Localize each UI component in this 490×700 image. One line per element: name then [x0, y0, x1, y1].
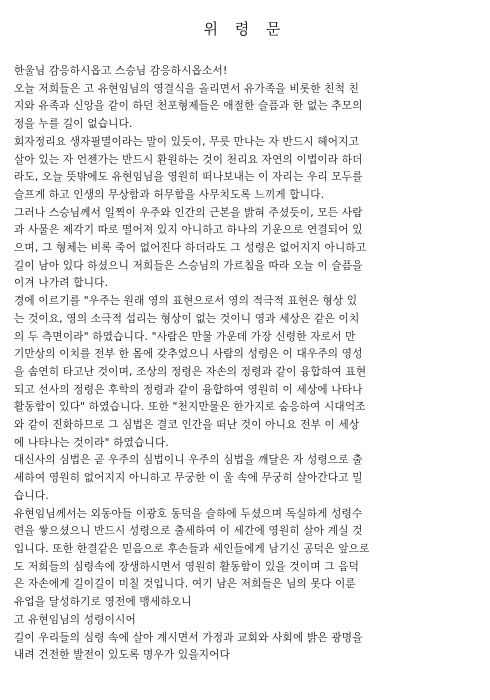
paragraph [14, 205, 476, 294]
paragraph [14, 293, 476, 452]
paragraph [14, 612, 476, 665]
text-line: 과 사물은 제각기 따로 떨어져 있지 아니하고 하나의 기운으로 연결되어 있 [14, 224, 363, 237]
text-line: 회자정리요 생자필멸이라는 말이 있듯이, 무릇 만나는 자 반드시 헤어지고 [14, 135, 360, 148]
text-line: 이겨 나가려 합니다. [14, 277, 109, 290]
text-line: 지와 유족과 신앙을 같이 하던 천포형제들은 애절한 슬픔과 한 없는 추모의 [14, 100, 363, 113]
text-line: 길이 우리들의 심령 속에 살아 계시면서 가정과 교회와 사회에 밝은 광명을 [14, 631, 363, 644]
paragraph [14, 134, 476, 205]
paragraph [14, 506, 476, 612]
document-body [14, 63, 476, 665]
text-line: 한울님 감응하시옵고 스승님 감응하시옵소서! [14, 65, 228, 77]
text-line: 슬프게 하고 인생의 무상함과 허무함을 사무치도록 느끼게 합니다. [14, 188, 325, 201]
text-line: 내려 건전한 발전이 있도록 명우가 있을지어다 [14, 649, 231, 662]
text-line: 을 솜연히 타고난 것이며, 조상의 정령은 자손의 정령과 같이 융합하여 표현 [14, 365, 367, 378]
text-line: 살아 있는 자 언젠가는 반드시 환원하는 것이 천리요 자연의 이법이라 하더 [14, 153, 363, 166]
text-line: 의 두 측면이라" 하였습니다. "사람은 만물 가운데 가장 신령한 자로서 만 [14, 330, 356, 343]
paragraph [14, 63, 476, 134]
text-line: 대신사의 심법은 곧 우주의 심법이니 우주의 심법을 깨달은 자 성령으로 출 [14, 454, 363, 467]
text-line: 에 나타나는 것이라" 하였습니다. [14, 436, 169, 449]
paragraph [14, 452, 476, 505]
text-line: 련을 쌓으셨으니 반드시 성령으로 출세하여 이 세간에 영원히 살아 계실 것 [14, 525, 363, 538]
text-line: 은 자손에게 길이길이 미칠 것입니다. 여기 남은 저희들은 님의 못다 이룬 [14, 578, 356, 591]
text-line: 입니다. 또한 한결같은 믿음으로 후손들과 세인들에게 남기신 공덕은 앞으로 [14, 542, 370, 555]
text-line: 와 같이 진화하므로 그 심법은 결코 인간을 떠난 것이 아니요 전부 이 세상 [14, 419, 360, 432]
text-line: 오늘 저희들은 고 유현임님의 영결식을 올리면서 유가족을 비롯한 친척 친 [14, 82, 360, 95]
text-line: 되고 선사의 정령은 후학의 정령과 같이 융합하여 영원히 이 세상에 나타나 [14, 383, 363, 396]
text-line: 으며, 그 형체는 비록 죽어 없어진다 하더라도 그 성령은 없어지지 아니하고 [14, 242, 367, 255]
text-line: 도 저희들의 심령속에 장생하시면서 영원히 활동함이 있을 것이며 그 음덕 [14, 560, 360, 573]
text-line: 세하여 영원히 없어지지 아니하고 무궁한 이 울 속에 무궁히 살아간다고 밀 [14, 472, 363, 485]
text-line: 라도, 오늘 뜻밖에도 유현임님을 영원히 떠나보내는 이 자리는 우리 모두를 [14, 171, 363, 184]
text-line: 는 것이요, 영의 소극적 섭리는 형상이 없는 것이니 영과 세상은 같은 이치 [14, 312, 360, 325]
text-line: 유업을 달성하기로 영전에 맹세하오니 [14, 596, 192, 609]
text-line: 유현임님께서는 외동아들 이광호 동덕을 슬하에 두셨으며 독실하게 성령수 [14, 507, 363, 520]
text-line: 정을 누를 길이 없습니다. [14, 118, 133, 131]
text-line: 경에 이르기를 "우주는 원래 영의 표현으로서 영의 적극적 표현은 형상 있 [14, 295, 358, 308]
text-line: 활동함이 있다" 하였습니다. 또한 "천지만물은 한가지로 숨응하여 시대억조 [14, 401, 366, 414]
text-line: 습니다. [14, 489, 49, 502]
text-line: 길이 남아 있다 하셨으니 저희들은 스승님의 가르침을 따라 오늘 이 슬픔을 [14, 259, 363, 272]
text-line: 고 유현임님의 성령이시어 [14, 613, 136, 626]
document-title: 위 령 문 [203, 20, 287, 38]
text-line: 그러나 스승님께서 일찍이 우주와 인간의 근본을 밝혀 주셨듯이, 모든 사람 [14, 206, 363, 219]
text-line: 기만상의 이치를 전부 한 몸에 갖추었으니 사람의 성령은 이 대우주의 영성 [14, 348, 363, 361]
